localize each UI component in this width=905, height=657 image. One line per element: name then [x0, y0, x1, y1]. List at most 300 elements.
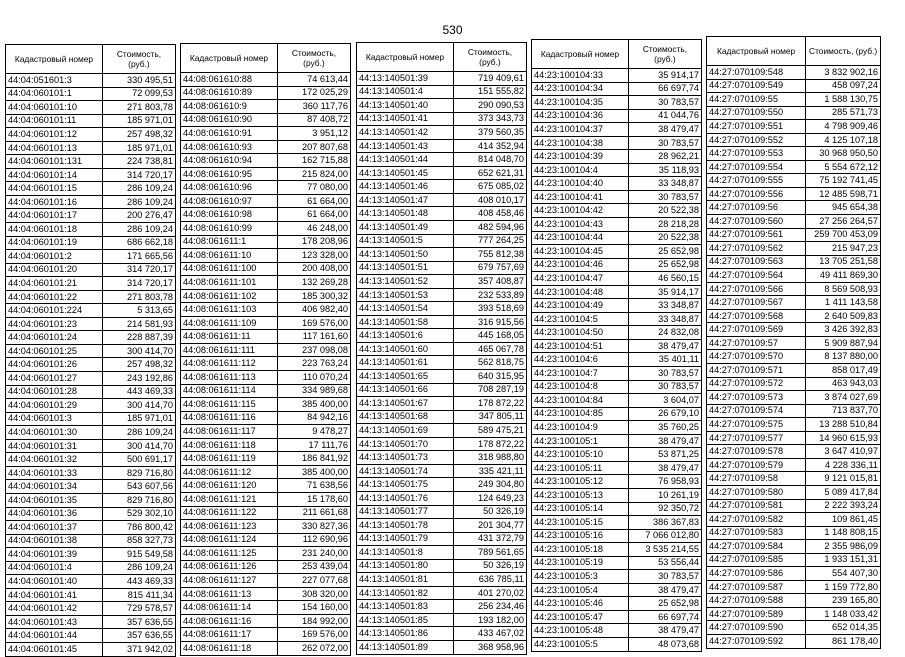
cost-cell: 154 160,00: [277, 601, 350, 615]
cadastral-number-cell: 44:13:140501:58: [357, 315, 454, 329]
table-row: [181, 520, 351, 534]
cost-cell: 858 327,73: [102, 534, 175, 548]
cost-cell: 915 549,58: [102, 548, 175, 562]
cost-cell: 71 638,56: [277, 479, 350, 493]
cost-cell: 162 715,88: [277, 154, 350, 168]
cost-cell: 3 535 214,55: [628, 543, 701, 557]
cadastral-number-cell: 44:23:100104:6: [532, 353, 629, 367]
cost-cell: 465 067,78: [453, 342, 526, 356]
cost-cell: 8 137 880,00: [806, 350, 881, 364]
cadastral-number-cell: 44:27:070109:56: [707, 201, 806, 215]
table-row: [357, 261, 527, 275]
cost-cell: 87 408,72: [277, 113, 350, 127]
table-row: [707, 404, 881, 418]
cost-cell: 30 783,57: [628, 190, 701, 204]
cadastral-number-cell: 44:08:061611:1: [181, 235, 278, 249]
cost-cell: 172 025,29: [277, 86, 350, 100]
cadastral-number-cell: 44:13:140501:69: [357, 424, 454, 438]
cost-cell: 1 159 772,80: [806, 580, 881, 594]
table-row: [707, 79, 881, 93]
cost-cell: 3 951,12: [277, 127, 350, 141]
table-row: [707, 472, 881, 486]
cadastral-number-cell: 44:04:060101:35: [6, 493, 103, 507]
table-row: [181, 641, 351, 655]
table-row: [357, 288, 527, 302]
cost-cell: 77 080,00: [277, 181, 350, 195]
cadastral-number-cell: 44:08:061611:109: [181, 316, 278, 330]
cost-cell: 286 109,24: [102, 195, 175, 209]
table-row: [357, 99, 527, 113]
table-row: [357, 478, 527, 492]
cost-cell: 2 222 393,24: [806, 499, 881, 513]
cost-cell: 300 414,70: [102, 344, 175, 358]
table-row: [357, 546, 527, 560]
table-row: [181, 465, 351, 479]
cadastral-number-cell: 44:04:060101:28: [6, 385, 103, 399]
table-row: [6, 548, 176, 562]
cadastral-number-cell: 44:23:100104:34: [532, 82, 629, 96]
cadastral-number-cell: 44:04:060101:19: [6, 236, 103, 250]
cost-cell: 4 125 107,18: [806, 133, 881, 147]
table-row: [707, 282, 881, 296]
cost-cell: 48 073,68: [628, 637, 701, 651]
cadastral-number-cell: 44:13:140501:86: [357, 627, 454, 641]
cost-cell: 786 800,42: [102, 521, 175, 535]
table-row: [707, 120, 881, 134]
cadastral-number-cell: 44:08:061611:124: [181, 533, 278, 547]
cadastral-number-cell: 44:08:061611:122: [181, 506, 278, 520]
cost-cell: 379 560,35: [453, 126, 526, 140]
cost-cell: 443 469,33: [102, 575, 175, 589]
header-cost: Стоимость, (руб.): [102, 45, 175, 74]
cadastral-number-cell: 44:23:100105:11: [532, 461, 629, 475]
cadastral-number-cell: 44:23:100105:3: [532, 570, 629, 584]
cost-cell: 20 522,38: [628, 204, 701, 218]
cost-cell: 1 148 033,42: [806, 607, 881, 621]
cost-cell: 373 343,73: [453, 112, 526, 126]
table-row: [532, 529, 702, 543]
cadastral-number-cell: 44:04:060101:43: [6, 615, 103, 629]
cost-cell: 708 287,19: [453, 383, 526, 397]
table-row: [357, 600, 527, 614]
cost-cell: 211 661,68: [277, 506, 350, 520]
cadastral-number-cell: 44:27:070109:575: [707, 418, 806, 432]
table-row: [181, 276, 351, 290]
cost-cell: 112 690,96: [277, 533, 350, 547]
cost-cell: 431 372,79: [453, 532, 526, 546]
cadastral-number-cell: 44:27:070109:556: [707, 187, 806, 201]
cadastral-number-cell: 44:13:140501:40: [357, 99, 454, 113]
table-row: [181, 628, 351, 642]
cadastral-number-cell: 44:27:070109:551: [707, 120, 806, 134]
cadastral-number-cell: 44:23:100105:18: [532, 543, 629, 557]
cost-cell: 371 942,02: [102, 642, 175, 656]
cadastral-number-cell: 44:08:061611:127: [181, 574, 278, 588]
cost-cell: 25 652,98: [628, 258, 701, 272]
cost-cell: 500 691,17: [102, 453, 175, 467]
table-row: [6, 466, 176, 480]
table-row: [532, 597, 702, 611]
cadastral-number-cell: 44:08:061610:97: [181, 194, 278, 208]
cadastral-number-cell: 44:13:140501:81: [357, 573, 454, 587]
table-row: [357, 370, 527, 384]
cost-cell: 53 871,25: [628, 448, 701, 462]
cost-cell: 30 783,57: [628, 96, 701, 110]
cadastral-number-cell: 44:23:100104:48: [532, 285, 629, 299]
cost-cell: 777 264,25: [453, 234, 526, 248]
table-header-row: [707, 37, 881, 66]
cadastral-number-cell: 44:13:140501:47: [357, 193, 454, 207]
page-number: 530: [442, 23, 463, 37]
cadastral-number-cell: 44:04:060101:31: [6, 439, 103, 453]
cost-cell: 66 697,74: [628, 82, 701, 96]
table-row: [532, 96, 702, 110]
cost-table-3: [356, 42, 527, 655]
cost-cell: 314 720,17: [102, 168, 175, 182]
cadastral-number-cell: 44:23:100105:1: [532, 434, 629, 448]
table-row: [707, 296, 881, 310]
cost-table-2: [180, 43, 351, 656]
cadastral-number-cell: 44:13:140501:45: [357, 166, 454, 180]
table-row: [6, 439, 176, 453]
table-row: [6, 629, 176, 643]
cost-cell: 386 367,83: [628, 516, 701, 530]
cost-cell: 8 569 508,93: [806, 282, 881, 296]
table-row: [357, 112, 527, 126]
cadastral-number-cell: 44:23:100105:15: [532, 516, 629, 530]
table-row: [707, 174, 881, 188]
cost-cell: 249 304,80: [453, 478, 526, 492]
cost-cell: 713 837,70: [806, 404, 881, 418]
header-cadastral-number: Кадастровый номер: [532, 40, 629, 69]
table-row: [357, 234, 527, 248]
cadastral-number-cell: 44:04:060101:42: [6, 602, 103, 616]
cadastral-number-cell: 44:23:100104:9: [532, 421, 629, 435]
cadastral-number-cell: 44:13:140501:48: [357, 207, 454, 221]
table-row: [707, 269, 881, 283]
cost-cell: 186 841,92: [277, 452, 350, 466]
cost-cell: 201 304,77: [453, 519, 526, 533]
table-row: [357, 221, 527, 235]
cadastral-number-cell: 44:23:100104:50: [532, 326, 629, 340]
cost-cell: 169 576,00: [277, 628, 350, 642]
cadastral-number-cell: 44:27:070109:574: [707, 404, 806, 418]
table-row: [532, 434, 702, 448]
cost-cell: 28 962,21: [628, 150, 701, 164]
table-header-row: [6, 45, 176, 74]
table-row: [181, 398, 351, 412]
cost-cell: 330 827,36: [277, 520, 350, 534]
cadastral-number-cell: 44:08:061611:18: [181, 641, 278, 655]
cost-cell: 151 555,82: [453, 85, 526, 99]
table-row: [357, 356, 527, 370]
cadastral-number-cell: 44:08:061611:115: [181, 398, 278, 412]
cadastral-number-cell: 44:13:140501:60: [357, 342, 454, 356]
table-row: [6, 155, 176, 169]
table-row: [707, 513, 881, 527]
table-row: [707, 580, 881, 594]
cost-cell: 463 943,03: [806, 377, 881, 391]
cadastral-number-cell: 44:04:060101:41: [6, 588, 103, 602]
table-row: [181, 587, 351, 601]
table-row: [707, 621, 881, 635]
table-row: [6, 399, 176, 413]
cadastral-number-cell: 44:27:070109:586: [707, 567, 806, 581]
table-row: [707, 607, 881, 621]
table-row: [6, 182, 176, 196]
cost-cell: 50 326,19: [453, 559, 526, 573]
table-row: [707, 187, 881, 201]
table-row: [6, 534, 176, 548]
cost-cell: 38 479,47: [628, 123, 701, 137]
table-row: [181, 127, 351, 141]
table-row: [181, 262, 351, 276]
cadastral-number-cell: 44:04:060101:21: [6, 277, 103, 291]
cadastral-number-cell: 44:04:060101:29: [6, 399, 103, 413]
cadastral-number-cell: 44:08:061611:10: [181, 249, 278, 263]
cost-cell: 72 099,53: [102, 87, 175, 101]
cadastral-number-cell: 44:08:061610:90: [181, 113, 278, 127]
table-row: [6, 209, 176, 223]
cost-cell: 30 783,57: [628, 367, 701, 381]
table-row: [357, 586, 527, 600]
table-row: [532, 69, 702, 83]
cadastral-number-cell: 44:27:070109:566: [707, 282, 806, 296]
cost-cell: 61 664,00: [277, 208, 350, 222]
cost-cell: 2 355 986,09: [806, 540, 881, 554]
cadastral-number-cell: 44:04:060101:224: [6, 304, 103, 318]
cadastral-number-cell: 44:13:140501:49: [357, 221, 454, 235]
cost-cell: 719 409,61: [453, 72, 526, 86]
table-row: [181, 140, 351, 154]
cadastral-number-cell: 44:23:100104:85: [532, 407, 629, 421]
cadastral-number-cell: 44:27:070109:548: [707, 66, 806, 80]
cost-cell: 200 408,00: [277, 262, 350, 276]
table-row: [707, 336, 881, 350]
cadastral-number-cell: 44:04:060101:10: [6, 101, 103, 115]
cadastral-number-cell: 44:04:060101:34: [6, 480, 103, 494]
table-row: [532, 570, 702, 584]
cadastral-number-cell: 44:04:060101:14: [6, 168, 103, 182]
cadastral-number-cell: 44:23:100104:47: [532, 272, 629, 286]
table-row: [6, 521, 176, 535]
cadastral-number-cell: 44:23:100105:19: [532, 556, 629, 570]
cadastral-number-cell: 44:27:070109:572: [707, 377, 806, 391]
header-cost: Стоимость, (руб.): [628, 40, 701, 69]
cost-cell: 829 716,80: [102, 493, 175, 507]
table-header-row: [357, 43, 527, 72]
table-row: [357, 275, 527, 289]
cadastral-number-cell: 44:27:070109:569: [707, 323, 806, 337]
table-row: [6, 290, 176, 304]
table-row: [6, 223, 176, 237]
cost-cell: 445 168,05: [453, 329, 526, 343]
cadastral-number-cell: 44:13:140501:54: [357, 302, 454, 316]
table-row: [532, 556, 702, 570]
table-row: [532, 583, 702, 597]
table-row: [707, 458, 881, 472]
cadastral-number-cell: 44:08:061610:96: [181, 181, 278, 195]
cadastral-number-cell: 44:08:061611:118: [181, 438, 278, 452]
table-row: [6, 101, 176, 115]
table-row: [707, 160, 881, 174]
cadastral-number-cell: 44:04:060101:16: [6, 195, 103, 209]
cadastral-number-cell: 44:04:060101:36: [6, 507, 103, 521]
table-row: [6, 642, 176, 656]
cost-cell: 482 594,96: [453, 221, 526, 235]
table-row: [6, 615, 176, 629]
cost-cell: 1 148 808,15: [806, 526, 881, 540]
table-row: [6, 263, 176, 277]
table-row: [6, 250, 176, 264]
cost-cell: 368 958,96: [453, 640, 526, 654]
cost-cell: 207 807,68: [277, 140, 350, 154]
cost-cell: 25 652,98: [628, 245, 701, 259]
table-row: [357, 126, 527, 140]
cadastral-number-cell: 44:23:100104:7: [532, 367, 629, 381]
cadastral-number-cell: 44:04:060101:22: [6, 290, 103, 304]
cost-cell: 9 478,27: [277, 425, 350, 439]
cost-cell: 178 208,96: [277, 235, 350, 249]
cadastral-number-cell: 44:08:061610:95: [181, 167, 278, 181]
table-row: [6, 114, 176, 128]
cadastral-number-cell: 44:04:060101:24: [6, 331, 103, 345]
cost-cell: 330 495,51: [102, 74, 175, 88]
cadastral-number-cell: 44:04:060101:23: [6, 317, 103, 331]
cost-table-4: [531, 39, 702, 652]
table-row: [707, 594, 881, 608]
cadastral-number-cell: 44:13:140501:85: [357, 613, 454, 627]
cadastral-number-cell: 44:23:100104:39: [532, 150, 629, 164]
table-row: [181, 601, 351, 615]
cadastral-number-cell: 44:13:140501:50: [357, 248, 454, 262]
cost-cell: 28 218,28: [628, 218, 701, 232]
cadastral-number-cell: 44:23:100105:13: [532, 488, 629, 502]
cadastral-number-cell: 44:04:060101:45: [6, 642, 103, 656]
table-row: [6, 87, 176, 101]
cadastral-number-cell: 44:27:070109:583: [707, 526, 806, 540]
cost-cell: 414 352,94: [453, 139, 526, 153]
table-row: [357, 153, 527, 167]
cost-cell: 285 571,73: [806, 106, 881, 120]
cadastral-number-cell: 44:27:070109:552: [707, 133, 806, 147]
cadastral-number-cell: 44:13:140501:80: [357, 559, 454, 573]
cost-cell: 38 479,47: [628, 624, 701, 638]
table-row: [707, 133, 881, 147]
table-row: [707, 431, 881, 445]
table-row: [181, 614, 351, 628]
table-row: [357, 248, 527, 262]
table-row: [707, 418, 881, 432]
table-row: [532, 312, 702, 326]
cost-cell: 185 971,01: [102, 114, 175, 128]
cost-cell: 1 588 130,75: [806, 93, 881, 107]
cadastral-number-cell: 44:13:140501:76: [357, 491, 454, 505]
cost-cell: 755 812,38: [453, 248, 526, 262]
table-row: [181, 289, 351, 303]
cadastral-number-cell: 44:04:060101:2: [6, 250, 103, 264]
cost-cell: 589 475,21: [453, 424, 526, 438]
cost-cell: 286 109,24: [102, 223, 175, 237]
table-row: [181, 100, 351, 114]
cost-cell: 3 832 902,16: [806, 66, 881, 80]
cost-cell: 74 613,44: [277, 73, 350, 87]
cadastral-number-cell: 44:27:070109:562: [707, 242, 806, 256]
cost-cell: 35 760,25: [628, 421, 701, 435]
table-row: [6, 507, 176, 521]
cadastral-number-cell: 44:23:100105:14: [532, 502, 629, 516]
cadastral-number-cell: 44:08:061611:119: [181, 452, 278, 466]
table-row: [532, 421, 702, 435]
cost-cell: 335 421,11: [453, 464, 526, 478]
table-row: [532, 245, 702, 259]
cost-cell: 224 738,81: [102, 155, 175, 169]
cost-cell: 640 315,95: [453, 370, 526, 384]
table-row: [6, 331, 176, 345]
table-header-row: [532, 40, 702, 69]
cost-cell: 171 665,56: [102, 250, 175, 264]
table-row: [6, 344, 176, 358]
cost-cell: 66 697,74: [628, 610, 701, 624]
table-row: [357, 627, 527, 641]
cost-cell: 652 621,31: [453, 166, 526, 180]
cost-cell: 33 348,87: [628, 177, 701, 191]
cost-cell: 124 649,23: [453, 491, 526, 505]
cost-cell: 7 066 012,80: [628, 529, 701, 543]
cost-cell: 2 640 509,83: [806, 309, 881, 323]
cost-cell: 215 824,00: [277, 167, 350, 181]
cost-cell: 9 121 015,81: [806, 472, 881, 486]
cost-table-5: [706, 36, 881, 649]
table-row: [181, 343, 351, 357]
cost-cell: 271 803,78: [102, 101, 175, 115]
table-row: [707, 391, 881, 405]
cadastral-number-cell: 44:04:060101:39: [6, 548, 103, 562]
cost-cell: 300 414,70: [102, 439, 175, 453]
table-row: [6, 385, 176, 399]
table-row: [707, 445, 881, 459]
table-row: [707, 364, 881, 378]
table-row: [6, 412, 176, 426]
cadastral-number-cell: 44:23:100104:38: [532, 136, 629, 150]
cadastral-number-cell: 44:27:070109:579: [707, 458, 806, 472]
cadastral-number-cell: 44:27:070109:549: [707, 79, 806, 93]
cadastral-number-cell: 44:27:070109:555: [707, 174, 806, 188]
cost-cell: 256 234,46: [453, 600, 526, 614]
cadastral-number-cell: 44:04:060101:3: [6, 412, 103, 426]
cost-cell: 193 182,00: [453, 613, 526, 627]
table-row: [6, 195, 176, 209]
cost-cell: 3 874 027,69: [806, 391, 881, 405]
cadastral-number-cell: 44:27:070109:567: [707, 296, 806, 310]
cost-cell: 1 411 143,58: [806, 296, 881, 310]
cadastral-number-cell: 44:27:070109:592: [707, 634, 806, 648]
cadastral-number-cell: 44:27:070109:554: [707, 160, 806, 174]
cost-cell: 4 228 336,11: [806, 458, 881, 472]
cadastral-number-cell: 44:04:060101:30: [6, 426, 103, 440]
table-row: [357, 505, 527, 519]
cadastral-number-cell: 44:04:060101:26: [6, 358, 103, 372]
table-row: [532, 543, 702, 557]
cost-cell: 12 485 598,71: [806, 187, 881, 201]
cadastral-number-cell: 44:08:061611:11: [181, 330, 278, 344]
cost-cell: 815 411,34: [102, 588, 175, 602]
cadastral-number-cell: 44:04:060101:1: [6, 87, 103, 101]
table-row: [181, 303, 351, 317]
cost-cell: 46 560,15: [628, 272, 701, 286]
table-row: [707, 540, 881, 554]
cadastral-number-cell: 44:08:061611:17: [181, 628, 278, 642]
